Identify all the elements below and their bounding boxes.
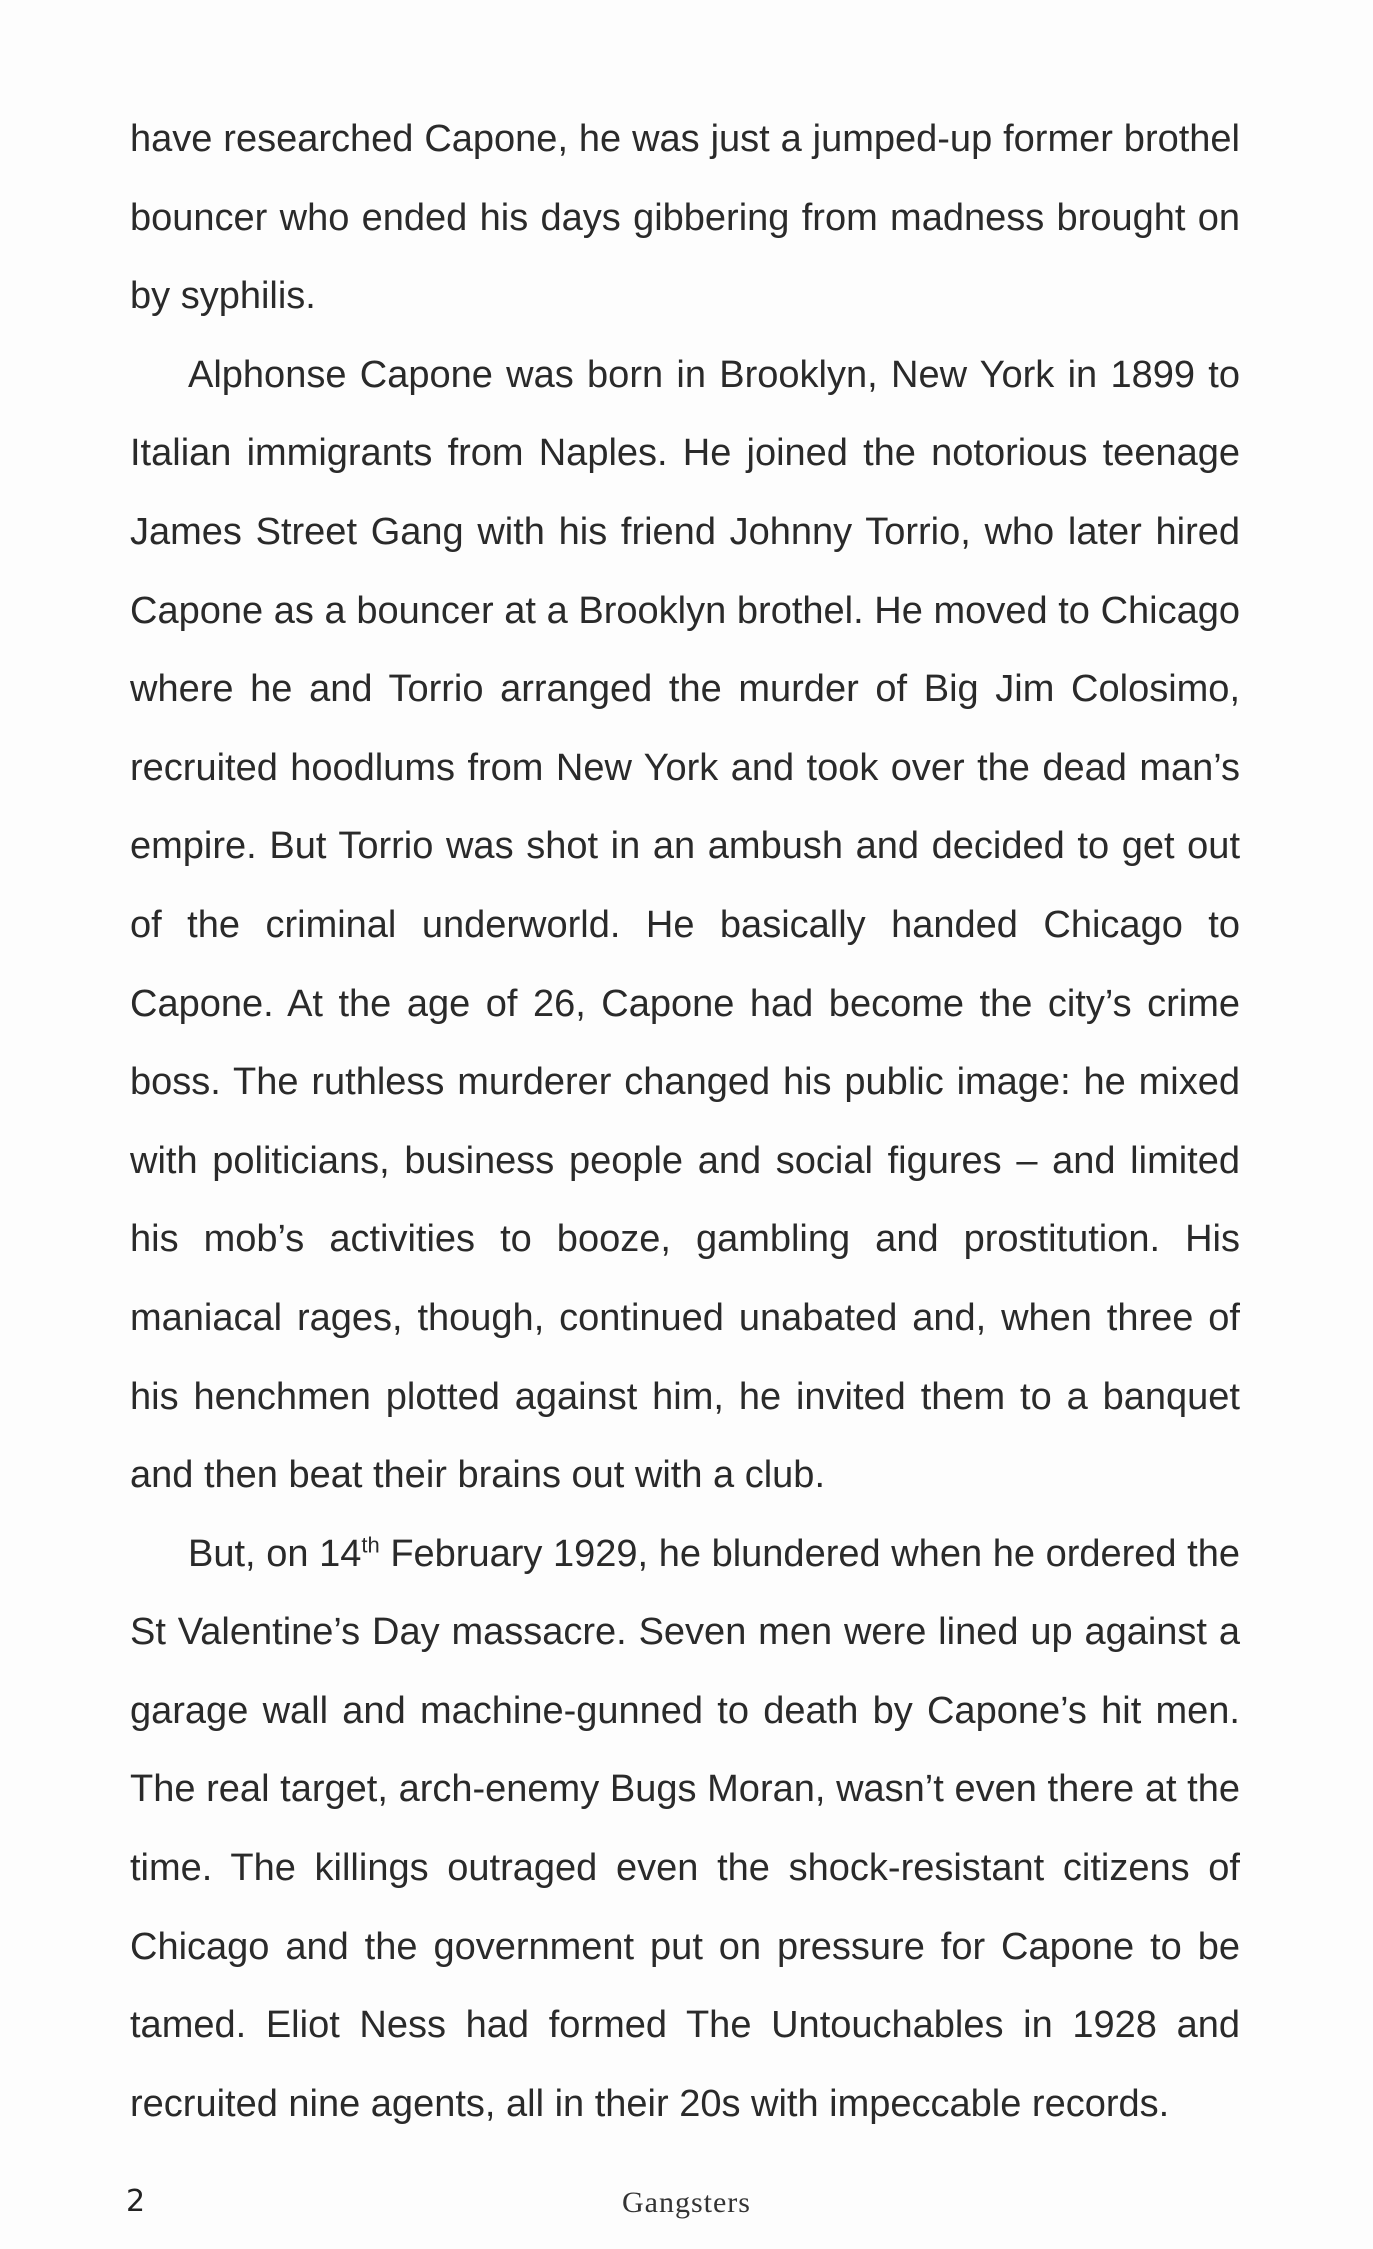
paragraph-3 <box>130 1515 1240 2144</box>
running-footer-title: Gangsters <box>622 2186 751 2219</box>
body-text <box>130 100 1240 2143</box>
page-number: 2 <box>126 2184 146 2219</box>
paragraph-3-start: But, on 14 <box>188 1532 362 1575</box>
paragraph-3-rest: February 1929, he blundered when he ordered the St Valentine’s Day massacre. Seven men were lined up against a garage wall and machine-gunned to death by Capone’s hit men. The real target, arch-enemy Bugs Moran, wasn’t even there at the time. The killings outraged even the shock-resistant citizens of Chicago and the government put on pressure for Capone to be tamed. Eliot Ness had formed The Untouchables in 1928 and recruited nine agents, all in their 20s with impeccable records. <box>130 1532 1240 2125</box>
ordinal-superscript: th <box>361 1532 380 1558</box>
paragraph-2: Alphonse Capone was born in Brooklyn, New York in 1899 to Italian immigrants from Naples. He joined the notorious teenage James Street Gang with his friend Johnny Torrio, who later hired Capone as a bouncer at a Brooklyn brothel. He moved to Chicago where he and Torrio arranged the murder of Big Jim Colosimo, recruited hoodlums from New York and took over the dead man’s empire. But Torrio was shot in an ambush and decided to get out of the criminal underworld. He basically handed Chicago to Capone. At the age of 26, Capone had become the city’s crime boss. The ruthless murderer changed his public image: he mixed with politicians, business people and social figures – and limited his mob’s activities to booze, gambling and prostitution. His maniacal rages, though, continued unabated and, when three of his henchmen plotted against him, he invited them to a banquet and then beat their brains out with a club. <box>130 353 1240 1497</box>
paragraph-1: have researched Capone, he was just a jumped-up former brothel bouncer who ended his days gibbering from madness brought on by syphilis. <box>130 118 1240 318</box>
